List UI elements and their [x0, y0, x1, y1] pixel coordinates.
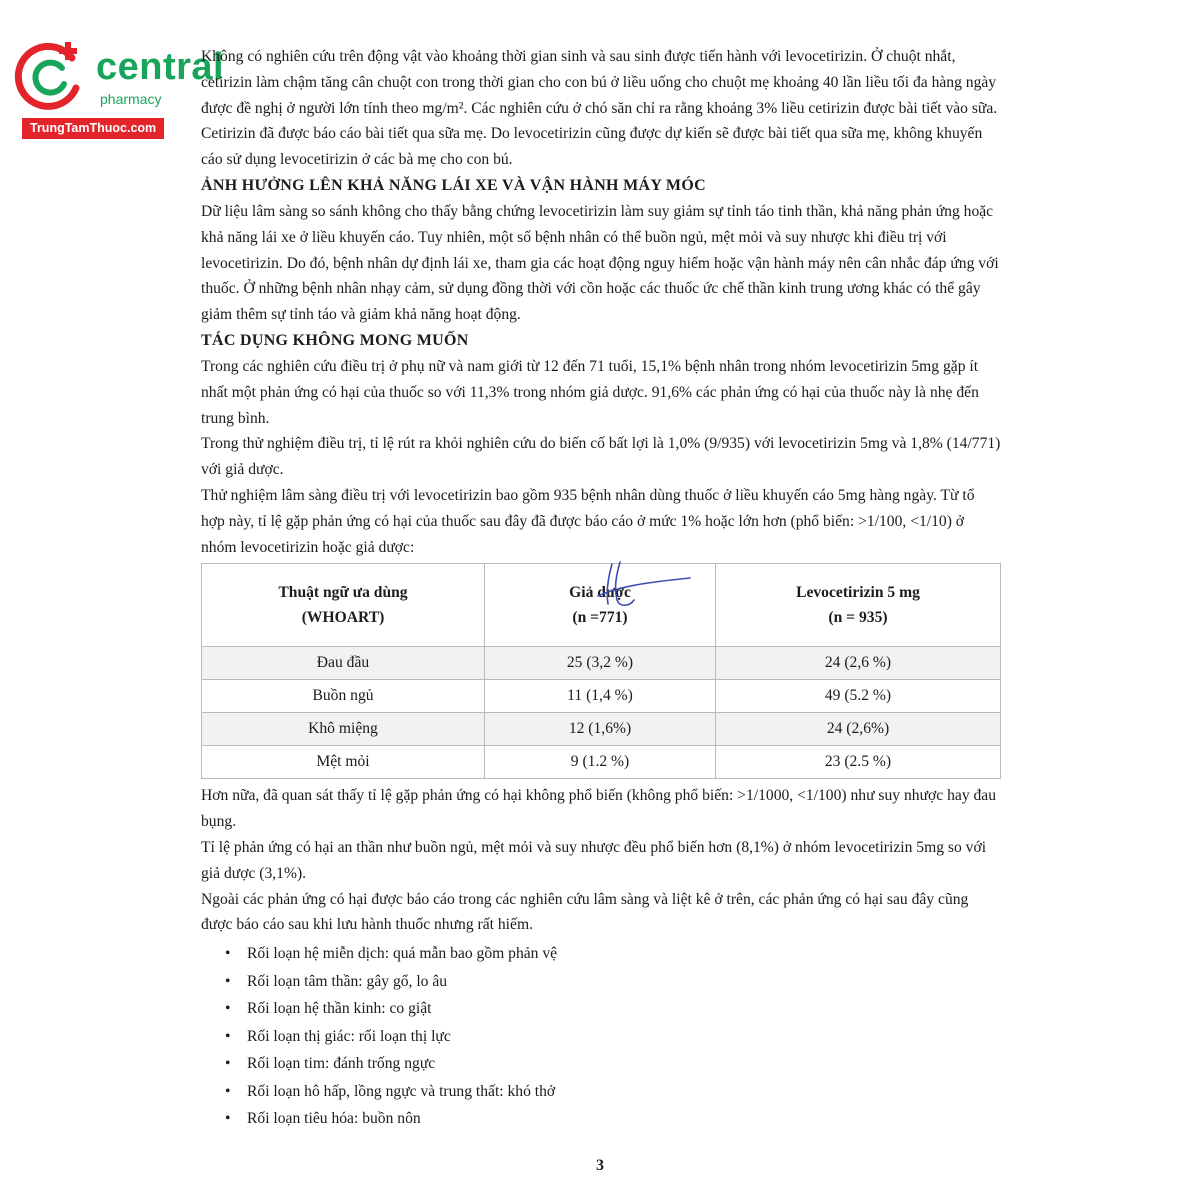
- rare-reactions-list: [201, 940, 1001, 1133]
- table-cell: Đau đầu: [202, 647, 485, 680]
- intro-paragraph-2: Cetirizin đã được báo cáo bài tiết qua sữa mẹ. Do levocetirizin cũng được dự kiến sẽ được bài tiết qua sữa mẹ, không khuyến cáo sử dụng levocetirizin ở các bà mẹ cho con bú.: [201, 125, 983, 169]
- table-cell: Buồn ngủ: [202, 680, 485, 713]
- table-cell: Mệt mỏi: [202, 746, 485, 779]
- page-number: 3: [596, 1157, 604, 1174]
- adverse-paragraph-3: Thử nghiệm lâm sàng điều trị với levocetirizin bao gồm 935 bệnh nhân dùng thuốc ở liều khuyến cáo 5mg hàng ngày. Từ tổ hợp này, tỉ lệ gặp phản ứng có hại của thuốc sau đây đã được báo cáo ở mức 1% hoặc lớn hơn (phổ biến: >1/100, <1/10) ở nhóm levocetirizin hoặc giả dược:: [201, 486, 975, 556]
- driving-paragraph: Dữ liệu lâm sàng so sánh không cho thấy bằng chứng levocetirizin làm suy giảm sự tỉnh táo tinh thần, khả năng phản ứng hoặc khả năng lái xe ở liều khuyến cáo. Tuy nhiên, một số bệnh nhân có thể buồn ngủ, mệt mỏi và suy nhược khi điều trị với levocetirizin. Do đó, bệnh nhân dự định lái xe, tham gia các hoạt động nguy hiểm hoặc vận hành máy nên cân nhắc đáp ứng với thuốc. Ở những bệnh nhân nhạy cảm, sử dụng đồng thời với cồn hoặc các thuốc ức chế thần kinh trung ương khác có thể gây giảm thêm sự tỉnh táo và giảm khả năng hoạt động.: [201, 202, 999, 324]
- adverse-effects-heading: TÁC DỤNG KHÔNG MONG MUỐN: [201, 331, 469, 349]
- list-item: • Rối loạn hô hấp, lồng ngực và trung thất: khó thở: [247, 1078, 1001, 1106]
- after-table-paragraph-3: Ngoài các phản ứng có hại được báo cáo trong các nghiên cứu lâm sàng và liệt kê ở trên, các phản ứng có hại sau đây cũng được báo cáo sau khi lưu hành thuốc nhưng rất hiếm.: [201, 890, 969, 934]
- table-cell: 25 (3,2 %): [485, 647, 716, 680]
- table-cell: 49 (5.2 %): [716, 680, 1001, 713]
- table-row: [202, 746, 1001, 779]
- pharmacy-logo-icon: [10, 36, 90, 116]
- table-cell: 24 (2,6 %): [716, 647, 1001, 680]
- handwritten-signature: [590, 556, 700, 616]
- after-table-paragraph-1: Hơn nữa, đã quan sát thấy tỉ lệ gặp phản ứng có hại không phổ biến (không phổ biến: >1/1000, <1/100) như suy nhược hay đau bụng.: [201, 787, 997, 831]
- table-cell: 23 (2.5 %): [716, 746, 1001, 779]
- logo-subtitle: pharmacy: [100, 91, 162, 107]
- list-item: • Rối loạn thị giác: rối loạn thị lực: [247, 1023, 1001, 1051]
- list-item: • Rối loạn tâm thần: gây gổ, lo âu: [247, 968, 1001, 996]
- list-item: • Rối loạn hệ thần kinh: co giật: [247, 995, 1001, 1023]
- central-pharmacy-logo[interactable]: [10, 36, 225, 136]
- driving-heading: ẢNH HƯỞNG LÊN KHẢ NĂNG LÁI XE VÀ VẬN HÀNH MÁY MÓC: [201, 176, 706, 194]
- table-header-term: Thuật ngữ ưa dùng (WHOART): [202, 564, 485, 647]
- adverse-paragraph-2: Trong thử nghiệm điều trị, tỉ lệ rút ra khỏi nghiên cứu do biến cố bất lợi là 1,0% (9/935) với levocetirizin 5mg và 1,8% (14/771) với giả dược.: [201, 435, 1001, 479]
- adverse-paragraph-1: Trong các nghiên cứu điều trị ở phụ nữ và nam giới từ 12 đến 71 tuổi, 15,1% bệnh nhân trong nhóm levocetirizin 5mg gặp ít nhất một phản ứng có hại của thuốc so với 11,3% trong nhóm giả dược. 91,6% các phản ứng có hại của thuốc này là nhẹ đến trung bình.: [201, 357, 979, 427]
- logo-name: central: [96, 46, 225, 88]
- table-row: [202, 647, 1001, 680]
- list-item: • Rối loạn hệ miễn dịch: quá mẫn bao gồm phản vệ: [247, 940, 1001, 968]
- list-item: • Rối loạn tim: đánh trống ngực: [247, 1050, 1001, 1078]
- table-row: [202, 713, 1001, 746]
- table-header-levocetirizin: Levocetirizin 5 mg (n = 935): [716, 564, 1001, 647]
- table-header-placebo: Giả dược (n =771): [485, 564, 716, 647]
- table-cell: Khô miệng: [202, 713, 485, 746]
- table-cell: 24 (2,6%): [716, 713, 1001, 746]
- table-cell: 11 (1,4 %): [485, 680, 716, 713]
- logo-website[interactable]: TrungTamThuoc.com: [22, 118, 164, 139]
- after-table-paragraph-2: Tỉ lệ phản ứng có hại an thần như buồn ngủ, mệt mỏi và suy nhược đều phổ biến hơn (8,1%) ở nhóm levocetirizin 5mg so với giả dược (3,1%).: [201, 838, 987, 882]
- table-cell: 12 (1,6%): [485, 713, 716, 746]
- table-cell: 9 (1.2 %): [485, 746, 716, 779]
- intro-paragraph-1: Không có nghiên cứu trên động vật vào khoảng thời gian sinh và sau sinh được tiến hành với levocetirizin. Ở chuột nhắt, cetirizin làm chậm tăng cân chuột con trong thời gian cho con bú ở liều uống cho chuột mẹ khoảng 40 lần liều tối đa hàng ngày được đề nghị ở người lớn tính theo mg/m². Các nghiên cứu ở chó săn chỉ ra rằng khoảng 3% liều cetirizin được bài tiết vào sữa.: [201, 48, 998, 117]
- list-item: • Rối loạn tiêu hóa: buồn nôn: [247, 1105, 1001, 1133]
- table-row: [202, 680, 1001, 713]
